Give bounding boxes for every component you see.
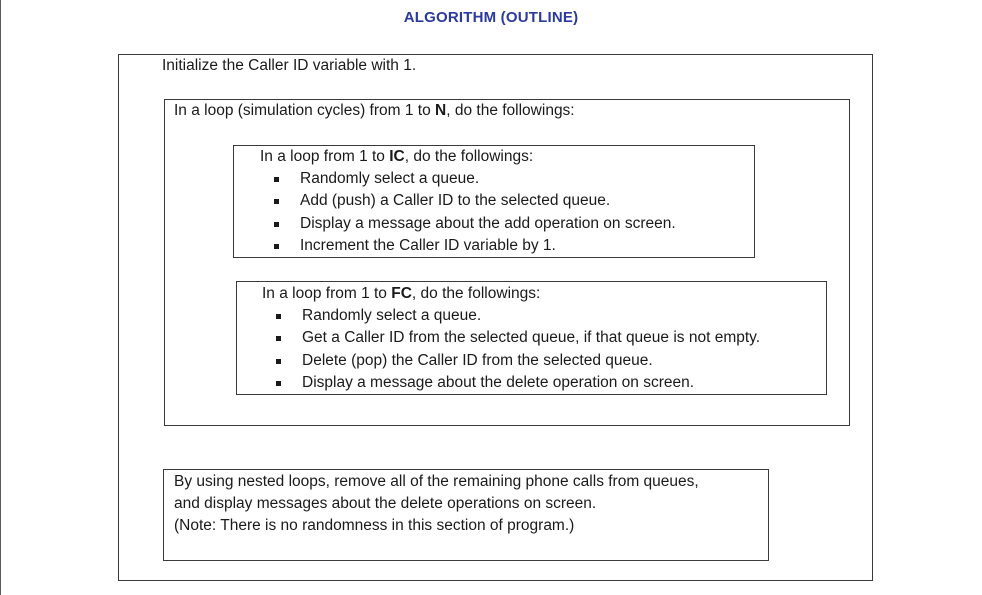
init-step: Initialize the Caller ID variable with 1. bbox=[162, 57, 417, 74]
simulation-loop-heading bbox=[174, 100, 575, 122]
ic-steps-list bbox=[271, 168, 676, 258]
loop-variable-n: N bbox=[435, 102, 447, 119]
ic-step: Randomly select a queue. bbox=[271, 168, 676, 190]
ic-step: Increment the Caller ID variable by 1. bbox=[271, 235, 676, 257]
fc-heading-prefix: In a loop from 1 to bbox=[262, 285, 392, 302]
fc-step: Display a message about the delete operation on screen. bbox=[273, 372, 760, 394]
ic-step: Add (push) a Caller ID to the selected queue. bbox=[271, 190, 676, 212]
fc-step: Randomly select a queue. bbox=[273, 305, 760, 327]
fc-step: Get a Caller ID from the selected queue, if that queue is not empty. bbox=[273, 327, 760, 349]
loop-heading-prefix: In a loop (simulation cycles) from 1 to bbox=[174, 102, 436, 119]
loop-variable-ic: IC bbox=[389, 148, 405, 165]
fc-heading-suffix: , do the followings: bbox=[411, 285, 541, 302]
ic-step: Display a message about the add operation on screen. bbox=[271, 213, 676, 235]
ic-heading-prefix: In a loop from 1 to bbox=[260, 148, 390, 165]
loop-variable-fc: FC bbox=[391, 285, 412, 302]
ic-loop-heading bbox=[260, 146, 533, 168]
fc-step: Delete (pop) the Caller ID from the selected queue. bbox=[273, 350, 760, 372]
cleanup-note: (Note: There is no randomness in this section of program.) bbox=[174, 517, 575, 534]
loop-heading-suffix: , do the followings: bbox=[446, 102, 575, 119]
fc-loop-heading bbox=[262, 283, 540, 305]
page-title: ALGORITHM (OUTLINE) bbox=[403, 9, 579, 26]
cleanup-line: By using nested loops, remove all of the remaining phone calls from queues, bbox=[174, 473, 699, 490]
cleanup-text bbox=[174, 471, 699, 537]
cleanup-line: and display messages about the delete operations on screen. bbox=[174, 495, 597, 512]
left-edge-line bbox=[0, 0, 1, 595]
fc-steps-list bbox=[273, 305, 760, 395]
ic-heading-suffix: , do the followings: bbox=[404, 148, 534, 165]
